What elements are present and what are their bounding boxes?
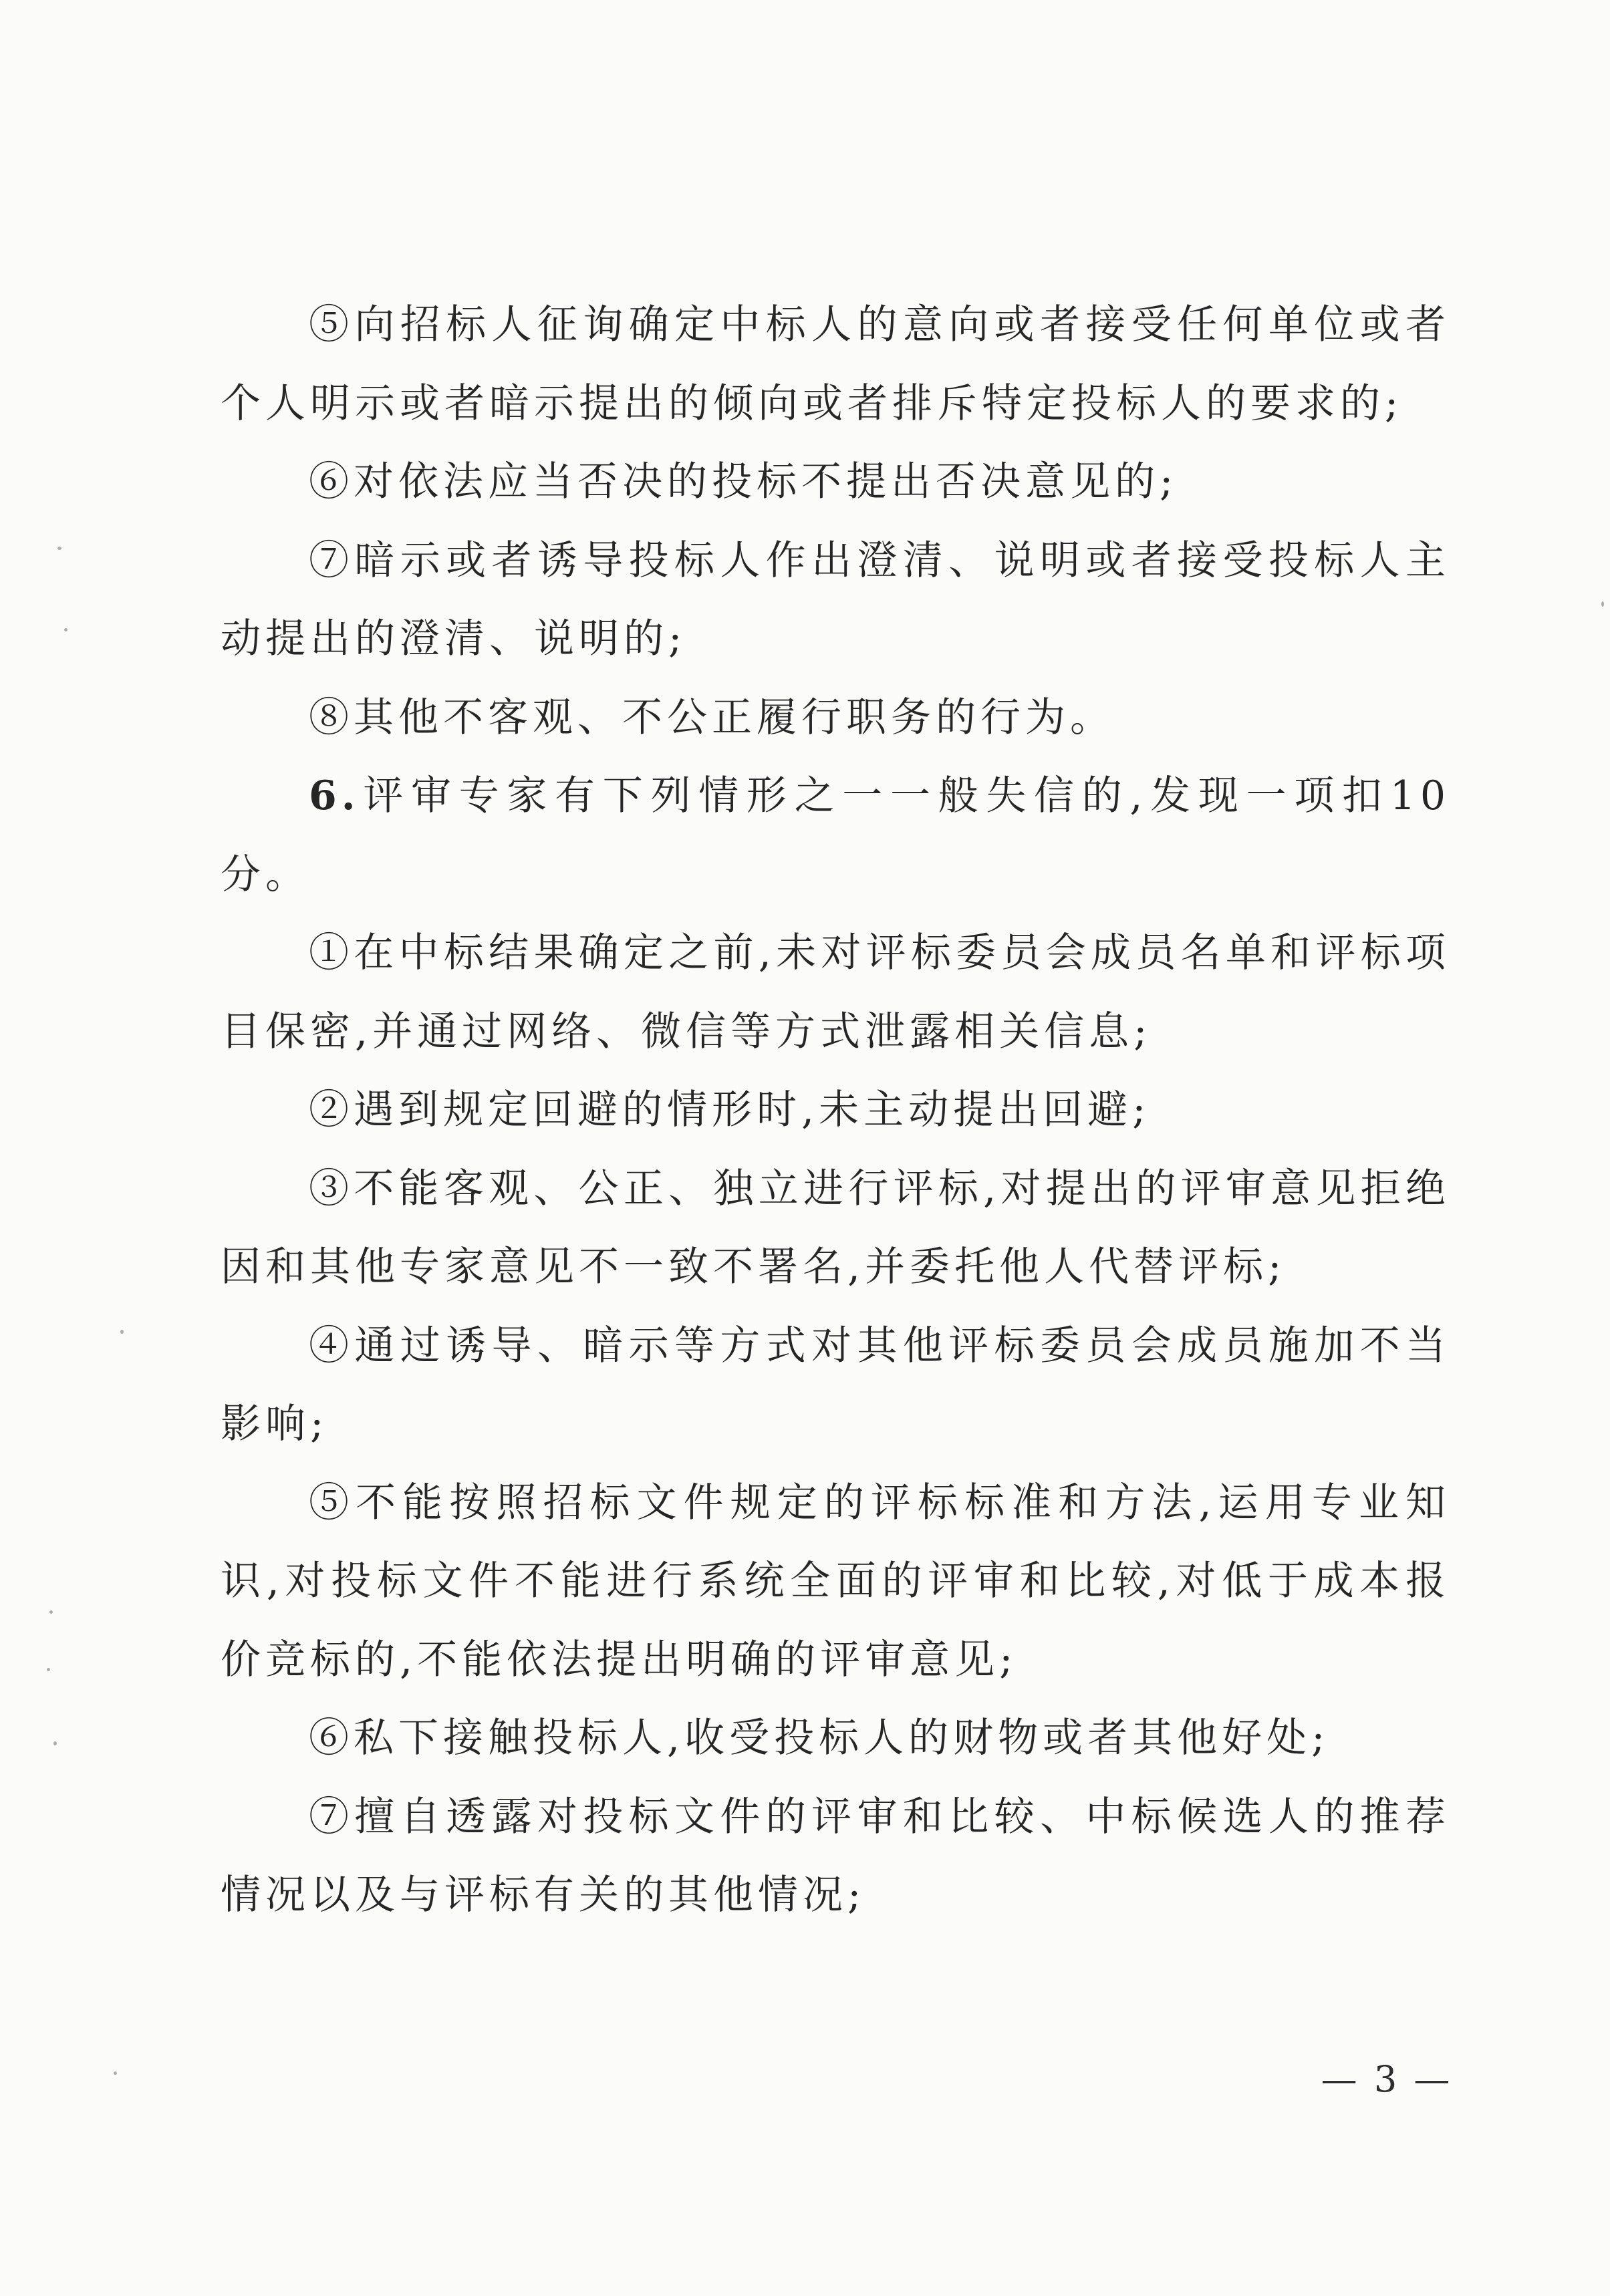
scan-speck — [114, 2071, 117, 2075]
scan-speck — [53, 1741, 57, 1745]
scan-speck — [120, 1330, 124, 1334]
page-number: — 3 — — [1321, 2058, 1453, 2100]
paragraph-s6-item-5: ⑤不能按照招标文件规定的评标标准和方法,运用专业知识,对投标文件不能进行系统全面的评审和比较,对低于成本报价竞标的,不能依法提出明确的评审意见; — [221, 1479, 1450, 1683]
paragraph-s6-item-3: ③不能客观、公正、独立进行评标,对提出的评审意见拒绝因和其他专家意见不一致不署名,并委托他人代替评标; — [221, 1165, 1450, 1290]
scan-speck — [64, 628, 68, 631]
document-body — [221, 286, 1450, 1935]
section-number: 6. — [309, 772, 360, 819]
paragraph-item-5-inquiry: ⑤向招标人征询确定中标人的意向或者接受任何单位或者个人明示或者暗示提出的倾向或者排斥特定投标人的要求的; — [221, 301, 1450, 427]
paragraph-s6-item-4: ④通过诱导、暗示等方式对其他评标委员会成员施加不当影响; — [221, 1322, 1450, 1447]
paragraph-s6-item-7: ⑦擅自透露对投标文件的评审和比较、中标候选人的推荐情况以及与评标有关的其他情况; — [221, 1793, 1450, 1918]
section-6-heading: 6.评审专家有下列情形之一一般失信的,发现一项扣10分。 — [221, 772, 1450, 898]
scan-speck — [1601, 601, 1604, 607]
paragraph-s6-item-6: ⑥私下接触投标人,收受投标人的财物或者其他好处; — [309, 1715, 1330, 1761]
paragraph-item-8-other: ⑧其他不客观、不公正履行职务的行为。 — [309, 694, 1115, 741]
scan-speck — [49, 1610, 53, 1614]
paragraph-item-6-no-rejection: ⑥对依法应当否决的投标不提出否决意见的; — [309, 458, 1178, 505]
paragraph-s6-item-2: ②遇到规定回避的情形时,未主动提出回避; — [309, 1087, 1151, 1133]
paragraph-item-7-induce-clarification: ⑦暗示或者诱导投标人作出澄清、说明或者接受投标人主动提出的澄清、说明的; — [221, 537, 1450, 662]
paragraph-s6-item-1: ①在中标结果确定之前,未对评标委员会成员名单和评标项目保密,并通过网络、微信等方式泄露相关信息; — [221, 929, 1450, 1055]
scan-speck — [47, 1668, 50, 1671]
scan-speck — [57, 547, 61, 550]
